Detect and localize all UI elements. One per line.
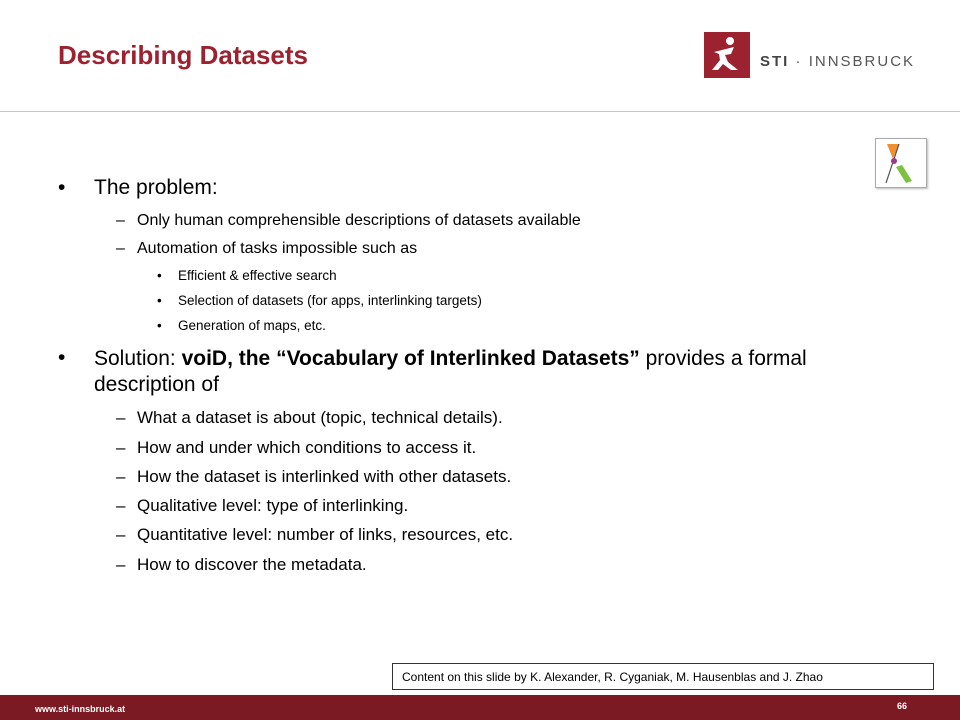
header-divider [0, 111, 960, 112]
footer-url[interactable]: www.sti-innsbruck.at [35, 704, 126, 714]
credit-box: Content on this slide by K. Alexander, R. Cyganiak, M. Hausenblas and J. Zhao [392, 663, 934, 690]
bullet-marker: • [58, 346, 66, 369]
problem-heading: The problem: [94, 176, 218, 199]
sti-logo-text: STI · INNSBRUCK [760, 53, 916, 70]
bullet-marker: • [58, 176, 66, 199]
sti-logo-icon [704, 32, 750, 78]
slide-title: Describing Datasets [58, 40, 308, 70]
void-logo-icon [875, 138, 927, 188]
page-number: 66 [897, 701, 908, 711]
solution-text: Solution: voiD, the “Vocabulary of Interlinked Datasets” provides a formal description of [94, 347, 807, 396]
footer-bar [0, 695, 960, 720]
